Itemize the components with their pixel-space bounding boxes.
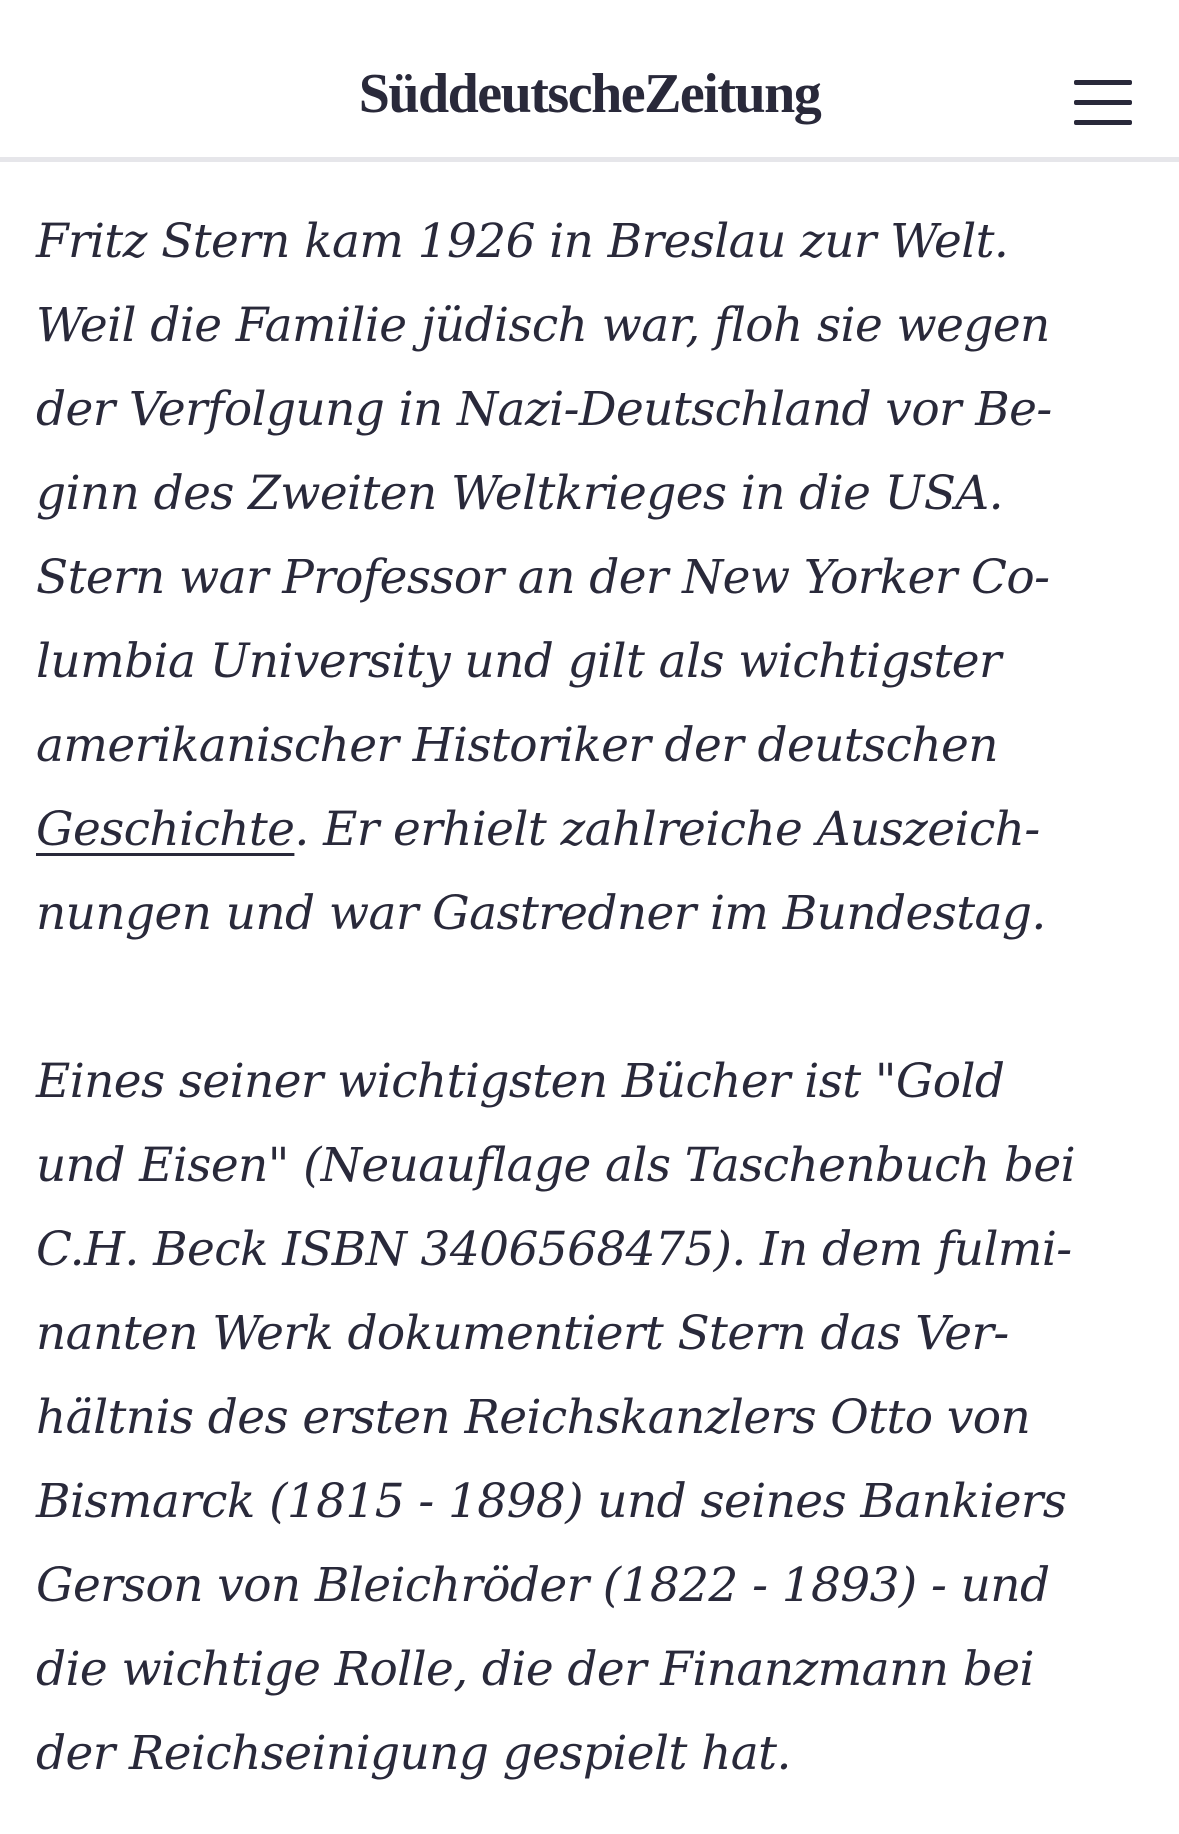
paragraph-line: amerikanischer Historiker der deutschen — [36, 718, 998, 773]
paragraph-line-with-link — [36, 788, 1146, 872]
paragraph-line: Bismarck (1815 - 1898) und seines Bankiers — [36, 1474, 1067, 1529]
paragraph-line: Eines seiner wichtigsten Bücher ist "Gold — [36, 1054, 1005, 1109]
paragraph-line: Gerson von Bleichröder (1822 - 1893) - und — [36, 1558, 1050, 1613]
paragraph-line: hältnis des ersten Reichskanzlers Otto von — [36, 1390, 1031, 1445]
menu-bar-bottom — [1074, 120, 1132, 125]
paragraph-line: C.H. Beck ISBN 3406568475). In dem fulmi- — [36, 1222, 1072, 1277]
paragraph-line: nanten Werk dokumentiert Stern das Ver- — [36, 1306, 1009, 1361]
paragraph-line: Stern war Professor an der New Yorker Co- — [36, 550, 1050, 605]
menu-bar-top — [1074, 80, 1132, 85]
paragraph-line: Weil die Familie jüdisch war, floh sie wegen — [36, 298, 1050, 353]
paragraph-spacer — [36, 956, 1146, 1040]
article-body — [36, 200, 1146, 1796]
paragraph-line: nungen und war Gastredner im Bundestag. — [36, 886, 1046, 941]
hamburger-menu-icon[interactable] — [1074, 80, 1132, 126]
paragraph-line: die wichtige Rolle, die der Finanzmann bei — [36, 1642, 1034, 1697]
paragraph-line: Fritz Stern kam 1926 in Breslau zur Welt. — [36, 214, 1009, 269]
site-header — [0, 0, 1179, 162]
article-paragraph-1 — [36, 200, 1146, 956]
paragraph-line: ginn des Zweiten Weltkrieges in die USA. — [36, 466, 1003, 521]
paragraph-text: . Er erhielt zahlreiche Auszeich- — [294, 802, 1040, 857]
paragraph-line: und Eisen" (Neuauflage als Taschenbuch bei — [36, 1138, 1076, 1193]
menu-bar-middle — [1074, 100, 1132, 105]
site-logo[interactable]: SüddeutscheZeitung — [358, 63, 821, 125]
paragraph-line: lumbia University und gilt als wichtigster — [36, 634, 1001, 689]
paragraph-line: der Reichseinigung gespielt hat. — [36, 1726, 791, 1781]
geschichte-link[interactable]: Geschichte — [36, 802, 295, 857]
paragraph-line: der Verfolgung in Nazi-Deutschland vor Be- — [36, 382, 1052, 437]
article-paragraph-2 — [36, 1040, 1146, 1796]
